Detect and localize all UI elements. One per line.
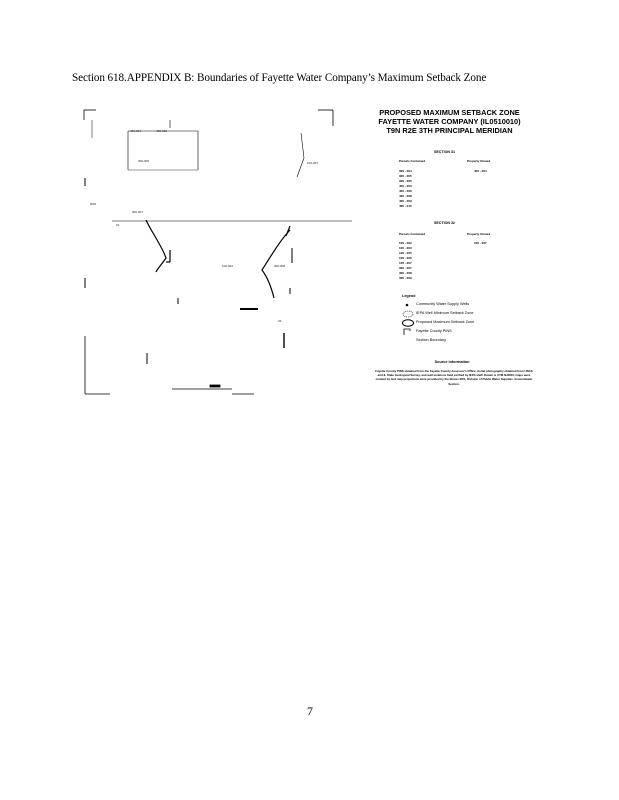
owned-column-heading: Property Owned <box>467 232 491 236</box>
setback-zone-boundary <box>146 220 166 272</box>
map-title <box>367 108 532 136</box>
parcel-row: 300 - 005 <box>399 174 412 178</box>
legend-item <box>402 319 532 328</box>
legend-heading: Legend <box>402 294 416 298</box>
parcels-column-heading: Parcels Contained <box>399 159 426 163</box>
map-legend <box>402 294 532 346</box>
setback-zone-map <box>82 108 532 398</box>
parcel-label: 400-004 <box>130 129 142 133</box>
parcel-row: 300 - 006 <box>399 179 412 183</box>
parcel-row: 300 - 009 <box>399 276 412 280</box>
scale-bar-block <box>210 385 220 387</box>
parcel-row: 400 - 010 <box>399 204 412 208</box>
section-boundary-icon <box>402 337 414 345</box>
parcel-row: 100 - 002 <box>399 241 412 245</box>
parcel-label: 300-007 <box>132 210 144 214</box>
section-31-heading: SECTION 31 <box>434 150 455 154</box>
page-number: 7 <box>307 704 313 718</box>
map-title-line: T9N R2E 3TH PRINCIPAL MERIDIAN <box>386 126 513 136</box>
section-label: 31 <box>116 223 120 227</box>
legend-label: Section Boundary <box>416 338 446 342</box>
section-boundary <box>297 158 304 177</box>
map-title-line: FAYETTE WATER COMPANY (IL0510010) <box>378 117 521 127</box>
parcel-label: 100-002 <box>222 264 234 268</box>
page-heading: Section 618.APPENDIX B: Boundaries of Fayette Water Company’s Maximum Setback Zone <box>72 72 487 84</box>
source-information-heading: Source Information <box>434 360 470 364</box>
owned-column-heading: Property Owned <box>467 159 491 163</box>
parcel-row: 400 - 003 <box>399 184 412 188</box>
legend-item <box>402 310 532 319</box>
parcel-row: 100 - 007 <box>399 261 412 265</box>
maximum-setback-icon <box>402 319 414 327</box>
owned-row: 100 - 007 <box>474 241 487 245</box>
section-32-parcel-list <box>399 241 412 281</box>
section-boundary <box>301 133 304 158</box>
parcel-label: 300-008 <box>274 264 286 268</box>
legend-label: Fayette County PINS <box>416 329 452 333</box>
parcel-pins-icon <box>402 328 414 336</box>
section-32-heading: SECTION 32 <box>434 221 455 225</box>
legend-item <box>402 328 532 337</box>
parcel-label: 100-007 <box>307 161 319 165</box>
parcel-row: 100 - 005 <box>399 251 412 255</box>
well-icon <box>402 301 414 309</box>
parcel-label: 300-005 <box>138 159 150 163</box>
parcel-row: 100 - 003 <box>399 246 412 250</box>
legend-item <box>402 301 532 310</box>
parcel-row: 300 - 007 <box>399 266 412 270</box>
parcel-label: 400-010 <box>156 129 168 133</box>
parcel-row: 100 - 006 <box>399 256 412 260</box>
legend-label: IEPA Well Minimum Setback Zone <box>416 311 474 315</box>
owned-row: 400 - 004 <box>474 169 487 173</box>
source-information-text: Fayette County PINS obtained from the Fayette County Assessor's Office. Aerial photography obtained from USGS and IL State Geological Survey, and well locations field verified by IEPA staff. Datum is UTM NAD83; maps were created by and map projections were provided by the Illinois EPA, Division of Public Water Supplies, Groundwater Section. <box>375 369 533 386</box>
minimum-setback-icon <box>402 310 414 318</box>
map-linework <box>82 108 532 398</box>
section-31-owned-list <box>474 169 487 174</box>
parcel-row: 400 - 008 <box>399 194 412 198</box>
section-31-parcel-list <box>399 169 412 209</box>
section-label: 32 <box>278 319 282 323</box>
parcels-column-heading: Parcels Contained <box>399 232 426 236</box>
legend-item <box>402 337 532 346</box>
map-title-line: PROPOSED MAXIMUM SETBACK ZONE <box>379 108 520 117</box>
parcel-row: 300 - 004 <box>399 169 412 173</box>
parcel-row: 300 - 008 <box>399 271 412 275</box>
section-32-owned-list <box>474 241 487 246</box>
parcel-row: 400 - 006 <box>399 189 412 193</box>
parcel-row: 400 - 009 <box>399 199 412 203</box>
legend-label: Proposed Maximum Setback Zone <box>416 320 475 324</box>
legend-label: Community Water Supply Wells <box>416 302 470 306</box>
